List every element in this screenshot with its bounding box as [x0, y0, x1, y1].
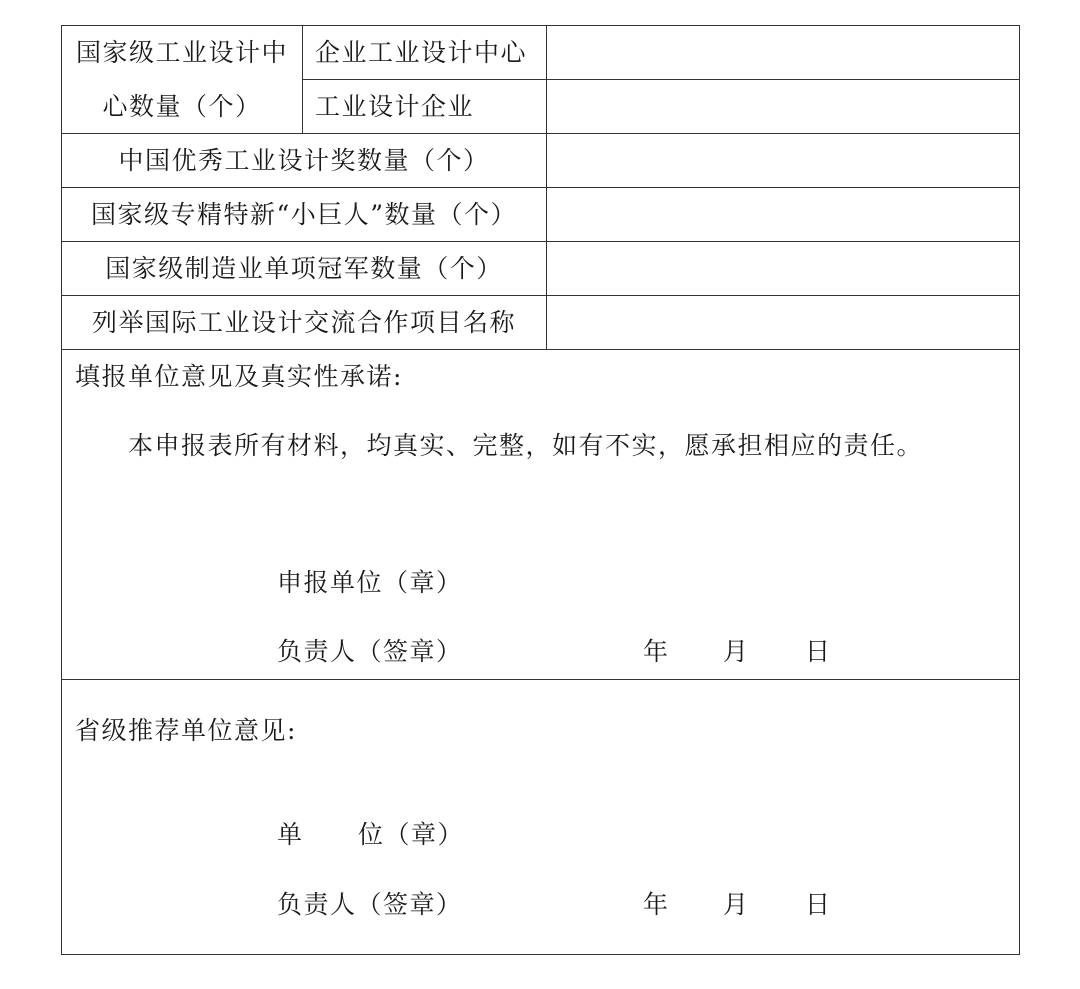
row-divider	[62, 679, 1019, 680]
provincial-opinion-heading: 省级推荐单位意见:	[75, 716, 297, 745]
row-divider	[62, 133, 1019, 134]
single-champion-label: 国家级制造业单项冠军数量（个）	[105, 254, 503, 283]
international-cooperation-value-cell[interactable]	[548, 297, 1019, 348]
excellent-design-award-value-cell[interactable]	[548, 135, 1019, 186]
little-giant-value-cell[interactable]	[548, 189, 1019, 240]
row-divider	[302, 79, 1019, 80]
excellent-design-award-label: 中国优秀工业设计奖数量（个）	[118, 146, 490, 175]
commitment-statement: 本申报表所有材料，均真实、完整，如有不实，愿承担相应的责任。	[128, 431, 924, 460]
design-enterprise-label: 工业设计企业	[315, 92, 475, 121]
international-cooperation-label: 列举国际工业设计交流合作项目名称	[91, 308, 516, 337]
row-divider	[62, 349, 1019, 350]
design-center-label-line2: 心数量（个）	[102, 92, 262, 121]
row-divider	[62, 187, 1019, 188]
applicant-opinion-heading: 填报单位意见及真实性承诺:	[75, 362, 403, 391]
single-champion-value-cell[interactable]	[548, 243, 1019, 294]
applicant-year-label: 年	[643, 637, 670, 666]
provincial-unit-seal-label: 位（章）	[358, 820, 465, 849]
applicant-person-seal-label: 负责人（签章）	[277, 637, 463, 666]
row-divider	[62, 295, 1019, 296]
little-giant-label: 国家级专精特新“小巨人”数量（个）	[90, 200, 518, 229]
applicant-unit-seal-label: 申报单位（章）	[277, 568, 463, 597]
provincial-unit-char: 单	[277, 820, 304, 849]
enterprise-design-center-label: 企业工业设计中心	[315, 38, 528, 67]
application-form-table	[61, 25, 1020, 955]
provincial-day-label: 日	[805, 890, 832, 919]
column-divider	[546, 26, 547, 349]
column-divider	[302, 26, 303, 133]
enterprise-design-center-value-cell[interactable]	[548, 26, 1019, 78]
design-center-label-line1: 国家级工业设计中	[75, 38, 288, 67]
design-enterprise-value-cell[interactable]	[548, 81, 1019, 132]
provincial-person-seal-label: 负责人（签章）	[277, 890, 463, 919]
applicant-day-label: 日	[805, 637, 832, 666]
provincial-year-label: 年	[643, 890, 670, 919]
row-divider	[62, 241, 1019, 242]
provincial-month-label: 月	[723, 890, 750, 919]
applicant-month-label: 月	[723, 637, 750, 666]
